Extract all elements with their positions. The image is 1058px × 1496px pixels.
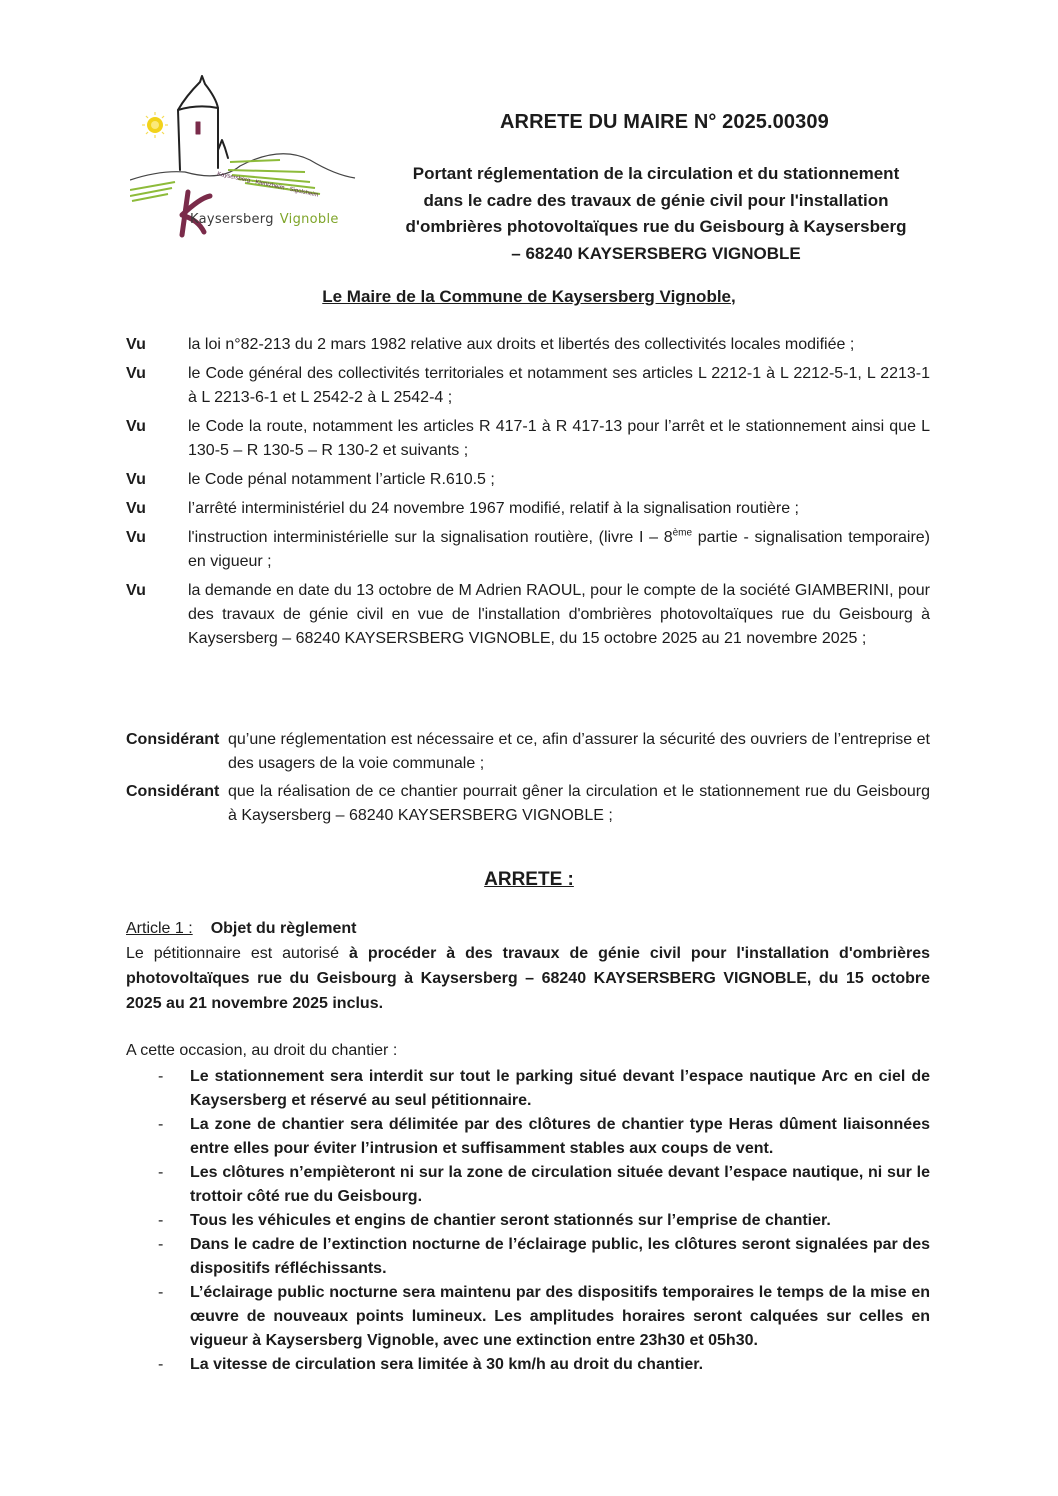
bullet-dash: - [158, 1356, 164, 1373]
vu-item [126, 497, 930, 521]
arrete-heading: ARRETE : [484, 869, 574, 890]
vu-item [126, 333, 930, 357]
bullet-dash: - [158, 1284, 164, 1301]
document-subtitle [378, 161, 934, 267]
article-1 [126, 916, 930, 1377]
article-body-plain: Le pétitionnaire est autorisé [126, 945, 350, 962]
measure-text: Tous les véhicules et engins de chantier seront stationnés sur l’emprise de chantier. [190, 1212, 831, 1229]
vu-list [126, 333, 930, 656]
bullet-dash: - [158, 1116, 164, 1133]
measure-item [126, 1353, 930, 1377]
vu-label: Vu [126, 500, 146, 517]
subtitle-line: – 68240 KAYSERSBERG VIGNOBLE [511, 243, 801, 263]
vines-icon [130, 160, 320, 201]
bullet-dash: - [158, 1212, 164, 1229]
vu-item [126, 579, 930, 651]
logo-wordmark [190, 212, 339, 227]
article-heading [126, 916, 930, 941]
logo-wordmark-accent: Vignoble [279, 212, 339, 227]
measure-item [126, 1233, 930, 1281]
measure-item [126, 1065, 930, 1113]
considerant-item [126, 780, 930, 828]
measure-text: La zone de chantier sera délimitée par des clôtures de chantier type Heras dûment liaisonnées entre elles pour éviter l’intrusion et suffisamment stables aux coups de vent. [190, 1116, 930, 1157]
ordinal-superscript: ème [672, 527, 693, 539]
municipality-logo [130, 70, 370, 250]
article-title: Objet du règlement [210, 920, 357, 937]
measures-list [126, 1065, 930, 1377]
bullet-dash: - [158, 1236, 164, 1253]
measure-text: Le stationnement sera interdit sur tout le parking situé devant l’espace nautique Arc en ciel de Kaysersberg et réservé au seul pétitionnaire. [190, 1068, 930, 1109]
measure-text: La vitesse de circulation sera limitée à 30 km/h au droit du chantier. [190, 1356, 704, 1373]
considerant-text: que la réalisation de ce chantier pourrait gêner la circulation et le stationnement rue du Geisbourg à Kaysersberg – 68240 KAYSERSBERG VIGNOBLE ; [228, 783, 930, 824]
subtitle-line: dans le cadre des travaux de génie civil pour l'installation [423, 190, 889, 210]
vu-text: le Code pénal notamment l’article R.610.5 ; [188, 471, 495, 488]
article-body-bold: à procéder à des travaux de génie civil pour l'installation d'ombrières photovoltaïques rue du Geisbourg à Kaysersberg – 68240 KAYSERSBERG VIGNOBLE, du 15 octobre 2025 au 21 novembre 2025 inclus. [126, 945, 931, 1012]
vu-text-part: l'instruction interministérielle sur la signalisation routière, (livre I – 8 [188, 529, 673, 546]
vu-label: Vu [126, 582, 146, 599]
vu-item [126, 468, 930, 492]
tower-icon [178, 76, 228, 170]
document-number: ARRETE DU MAIRE N° 2025.00309 [500, 111, 829, 133]
vu-text: la demande en date du 13 octobre de M Adrien RAOUL, pour le compte de la société GIAMBERINI, pour des travaux de génie civil en vue de l'installation d'ombrières photovoltaïques rue du Geisbourg à Kaysersberg – 68240 KAYSERSBERG VIGNOBLE, du 15 octobre 2025 au 21 novembre 2025 ; [188, 582, 930, 647]
subtitle-line: d'ombrières photovoltaïques rue du Geisbourg à Kaysersberg [405, 217, 907, 236]
measure-item [126, 1113, 930, 1161]
article-intro: A cette occasion, au droit du chantier : [126, 1042, 398, 1059]
measure-text: Les clôtures n’empièteront ni sur la zone de circulation située devant l’espace nautique, ni sur le trottoir côté rue du Geisbourg. [190, 1164, 930, 1205]
bullet-dash: - [158, 1164, 164, 1181]
article-body [126, 941, 930, 1016]
considerant-label: Considérant [126, 731, 220, 748]
bullet-dash: - [158, 1068, 164, 1085]
measure-item [126, 1209, 930, 1233]
vu-text-part: partie - signalisation temporaire) en vigueur ; [188, 529, 931, 570]
preamble-title: Le Maire de la Commune de Kaysersberg Vignoble, [322, 287, 736, 306]
considerant-text: qu’une réglementation est nécessaire et ce, afin d’assurer la sécurité des ouvriers de l’entreprise et des usagers de la voie communale ; [228, 731, 930, 772]
considerant-item [126, 728, 930, 776]
vu-item [126, 362, 930, 410]
vu-label: Vu [126, 471, 146, 488]
vu-text: la loi n°82-213 du 2 mars 1982 relative aux droits et libertés des collectivités locales modifiée ; [188, 336, 855, 353]
vu-label: Vu [126, 336, 146, 353]
measure-text: Dans le cadre de l’extinction nocturne de l’éclairage public, les clôtures seront signalées par des dispositifs réfléchissants. [190, 1236, 930, 1277]
vu-text: le Code la route, notamment les articles R 417-1 à R 417-13 pour l’arrêt et le stationnement ainsi que L 130-5 – R 130-5 – R 130-2 et suivants ; [188, 418, 930, 459]
vu-item [126, 526, 930, 574]
measure-item [126, 1161, 930, 1209]
article-number: Article 1 : [126, 920, 193, 937]
considerant-label: Considérant [126, 783, 220, 800]
logo-subtitle: Kaysersberg · Kientzheim · Sigolsheim [216, 171, 319, 199]
subtitle-line: Portant réglementation de la circulation et du stationnement [412, 164, 900, 183]
logo-wordmark-main: Kaysersberg [190, 212, 274, 227]
vu-text [188, 526, 930, 574]
vu-text: l’arrêté interministériel du 24 novembre 1967 modifié, relatif à la signalisation routière ; [188, 500, 799, 517]
vu-label: Vu [126, 365, 146, 382]
considerant-list [126, 728, 930, 832]
vu-item [126, 415, 930, 463]
measure-text: L’éclairage public nocturne sera maintenu par des dispositifs temporaires le temps de la mise en œuvre de nouveaux points lumineux. Les amplitudes horaires seront calquées sur celles en vigueur à Kaysersberg Vignoble, avec une extinction entre 23h30 et 05h30. [190, 1284, 930, 1349]
vu-label: Vu [126, 418, 146, 435]
sun-icon [142, 112, 168, 138]
measure-item [126, 1281, 930, 1353]
vu-text: le Code général des collectivités territoriales et notamment ses articles L 2212-1 à L 2212-5-1, L 2213-1 à L 2213-6-1 et L 2542-2 à L 2542-4 ; [188, 365, 930, 406]
vu-label: Vu [126, 529, 146, 546]
